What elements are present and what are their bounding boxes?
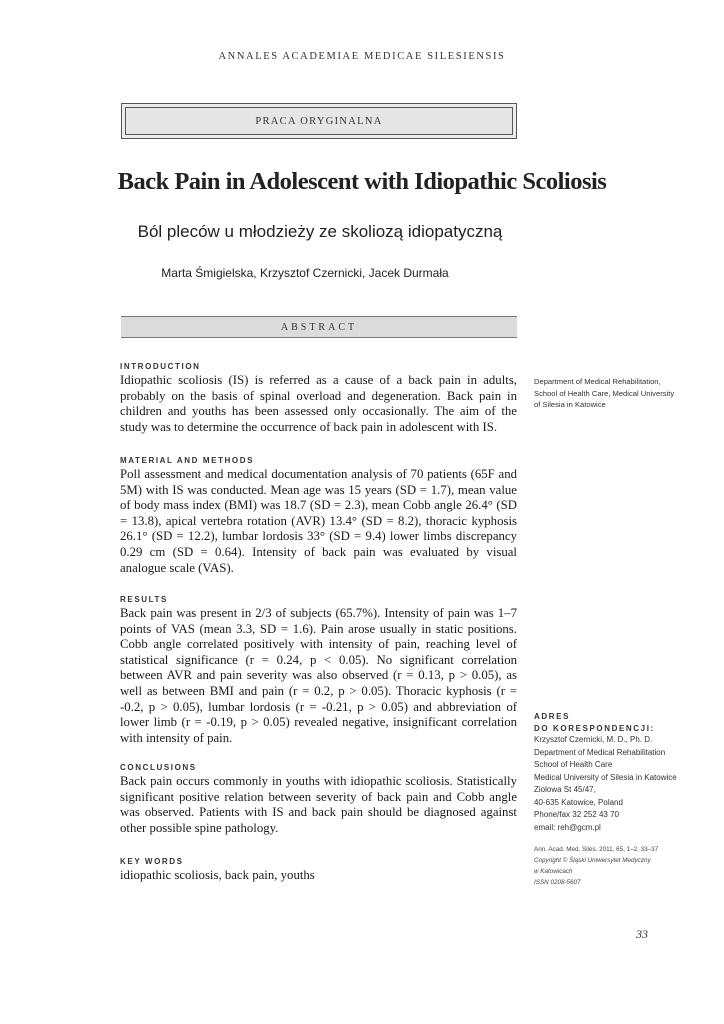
correspondence-block (534, 711, 710, 834)
article-subtitle: Ból pleców u młodzieży ze skoliozą idiopatyczną (137, 222, 503, 241)
article-title: Back Pain in Adolescent with Idiopathic Scoliosis (117, 168, 607, 195)
correspondence-email: email: reh@gcm.pl (534, 822, 601, 832)
section-methods (120, 456, 517, 576)
article-type-box (121, 103, 517, 139)
section-text: Back pain was present in 2/3 of subjects (65.7%). Intensity of pain was 1–7 points of VAS (mean 3.3, SD = 1.6). Pain arose usually in static positions. Cobb angle correlated positively with intensity of pain, reaching level of statistical significance (r = 0.24, p < 0.05). No significant correlation between AVR and pain severity was also observed (r = 0.13, p > 0.05), as well as between BMI and pain (r = 0.2, p > 0.05). Thoracic kyphosis (r = -0.2, p > 0.05), lumbar lordosis (r = -0.21, p > 0.05) and abbreviation of lower limb (r = -0.19, p > 0.05) revealed negative, insignificant correlation with intensity of pain. (120, 606, 517, 745)
affiliation-line: School of Health Care, Medical University (534, 388, 675, 398)
section-label: RESULTS (120, 595, 168, 604)
correspondence-line: 40-635 Katowice, Poland (534, 797, 623, 807)
section-results (120, 595, 517, 746)
section-text: idiopathic scoliosis, back pain, youths (120, 868, 315, 882)
correspondence-line: Department of Medical Rehabilitation (534, 747, 666, 757)
correspondence-line: Ziolowa St 45/47, (534, 785, 596, 794)
section-label: MATERIAL AND METHODS (120, 456, 255, 465)
correspondence-line: Phone/fax 32 252 43 70 (534, 810, 619, 819)
citation-line: w Katowicach (534, 868, 573, 875)
affiliation-line: Department of Medical Rehabilitation, (534, 377, 661, 386)
correspondence-line: School of Health Care (534, 760, 613, 769)
section-text: Poll assessment and medical documentation analysis of 70 patients (65F and 5M) with IS was conducted. Mean age was 15 years (SD = 1.7), mean value of body mass index (BMI) was 18.7 (SD = 2.3), mean Cobb angle 26.4° (SD = 13.8), apical vertebra rotation (AVR) 13.4° (SD = 8.2), thoracic kyphosis 26.1° (SD = 12.2), lumbar lordosis 33° (SD = 9.4) lower limbs discrepancy 0.29 cm (SD = 0.64). Intensity of back pain was evaluated by visual analogue scale (VAS). (120, 467, 517, 575)
section-label: CONCLUSIONS (120, 763, 197, 772)
journal-name: ANNALES ACADEMIAE MEDICAE SILESIENSIS (218, 51, 506, 62)
section-text: Idiopathic scoliosis (IS) is referred as a cause of a back pain in adults, probably on the basis of spinal overload and degeneration. Back pain in children and youths has been assessed only occasionally. The aim of the study was to determine the occurrence of back pain in adolescent with IS. (120, 373, 517, 434)
section-text: Back pain occurs commonly in youths with idiopathic scoliosis. Statistically significant positive relation between severity of back pain and Cobb angle was observed. Patients with IS and back pain should be diagnosed against other possible spine pathology. (120, 774, 517, 835)
citation-line: ISSN 0208-5607 (534, 879, 581, 886)
article-type-label: PRACA ORYGINALNA (125, 107, 513, 135)
abstract-heading: ABSTRACT (121, 316, 517, 338)
citation-block (534, 844, 710, 888)
correspondence-heading: DO KORESPONDENCJI: (534, 723, 655, 733)
correspondence-line: Medical University of Silesia in Katowice (534, 772, 677, 782)
page-number: 33 (636, 927, 648, 941)
authors: Marta Śmigielska, Krzysztof Czernicki, Jacek Durmała (161, 266, 449, 280)
section-label: INTRODUCTION (120, 362, 201, 371)
citation-line: Copyright © Śląski Uniwersytet Medyczny (534, 857, 651, 864)
correspondence-line: Krzysztof Czernicki, M. D., Ph. D. (534, 735, 653, 744)
section-label: KEY WORDS (120, 857, 184, 866)
affiliation (534, 376, 710, 411)
citation-line: Ann. Acad. Med. Siles. 2011, 65, 1–2, 33–37 (534, 846, 659, 853)
section-conclusions (120, 763, 517, 836)
section-keywords (120, 857, 517, 884)
affiliation-line: of Silesia in Katowice (534, 400, 606, 409)
section-introduction (120, 362, 517, 435)
correspondence-heading: ADRES (534, 712, 571, 721)
